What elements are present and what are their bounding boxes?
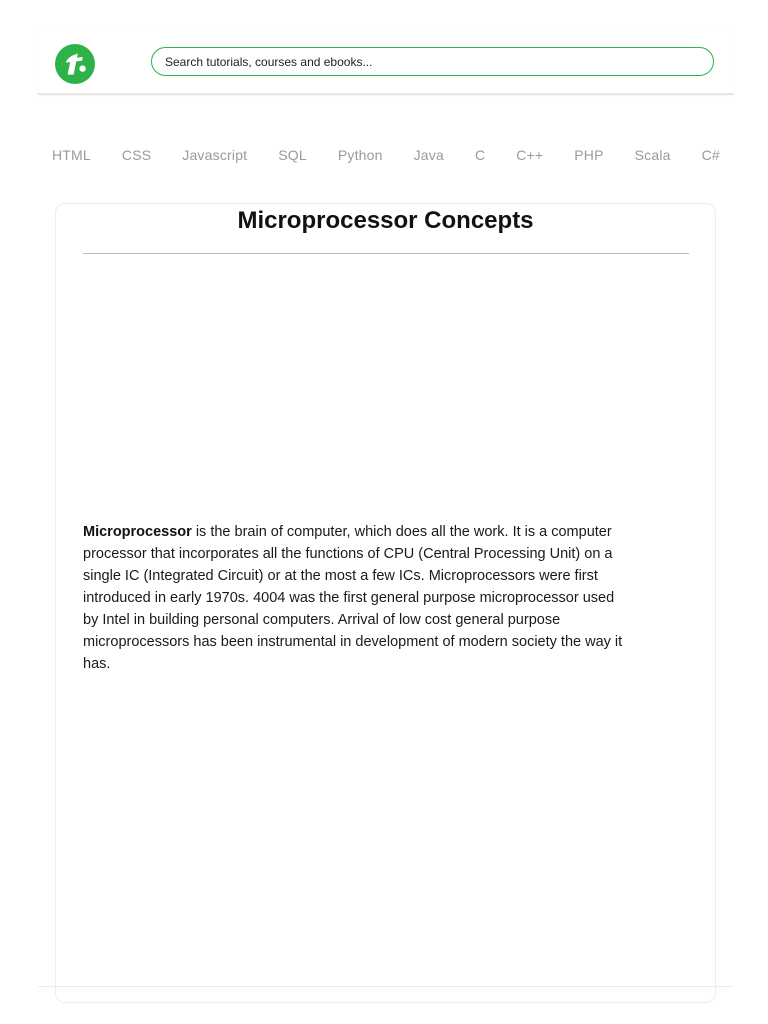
nav-item-java[interactable]: Java [413,147,444,163]
content-card [55,203,716,1003]
nav-item-css[interactable]: CSS [121,147,152,163]
search-input[interactable] [165,55,713,69]
nav-item-javascript[interactable]: Javascript [182,147,248,163]
nav-item-python[interactable]: Python [337,147,383,163]
nav-item-sql[interactable]: SQL [278,147,307,163]
nav-item-csharp[interactable]: C# [701,147,720,163]
nav-item-php[interactable]: PHP [574,147,604,163]
footer-divider [38,986,734,987]
nav-item-html[interactable]: HTML [52,147,91,163]
site-header [38,32,734,95]
search-box[interactable] [151,47,714,76]
nav-item-c[interactable]: C [474,147,486,163]
tutorialspoint-logo-icon [55,44,95,84]
topic-nav [38,140,734,170]
nav-item-scala[interactable]: Scala [634,147,671,163]
page-title: Microprocessor Concepts [237,207,534,234]
nav-item-cpp[interactable]: C++ [516,147,544,163]
intro-paragraph [83,521,628,675]
intro-text: is the brain of computer, which does all the work. It is a computer processor that incorporates all the functions of CPU (Central Processing Unit) on a single IC (Integrated Circuit) or at the most a few ICs. Microprocessors were first introduced in early 1970s. 4004 was the first general purpose microprocessor used by Intel in building personal computers. Arrival of low cost general purpose microprocessors has been instrumental in development of modern society the way it has. [83,524,623,672]
site-logo[interactable] [55,44,95,84]
title-divider [83,253,689,254]
intro-term: Microprocessor [83,524,192,540]
